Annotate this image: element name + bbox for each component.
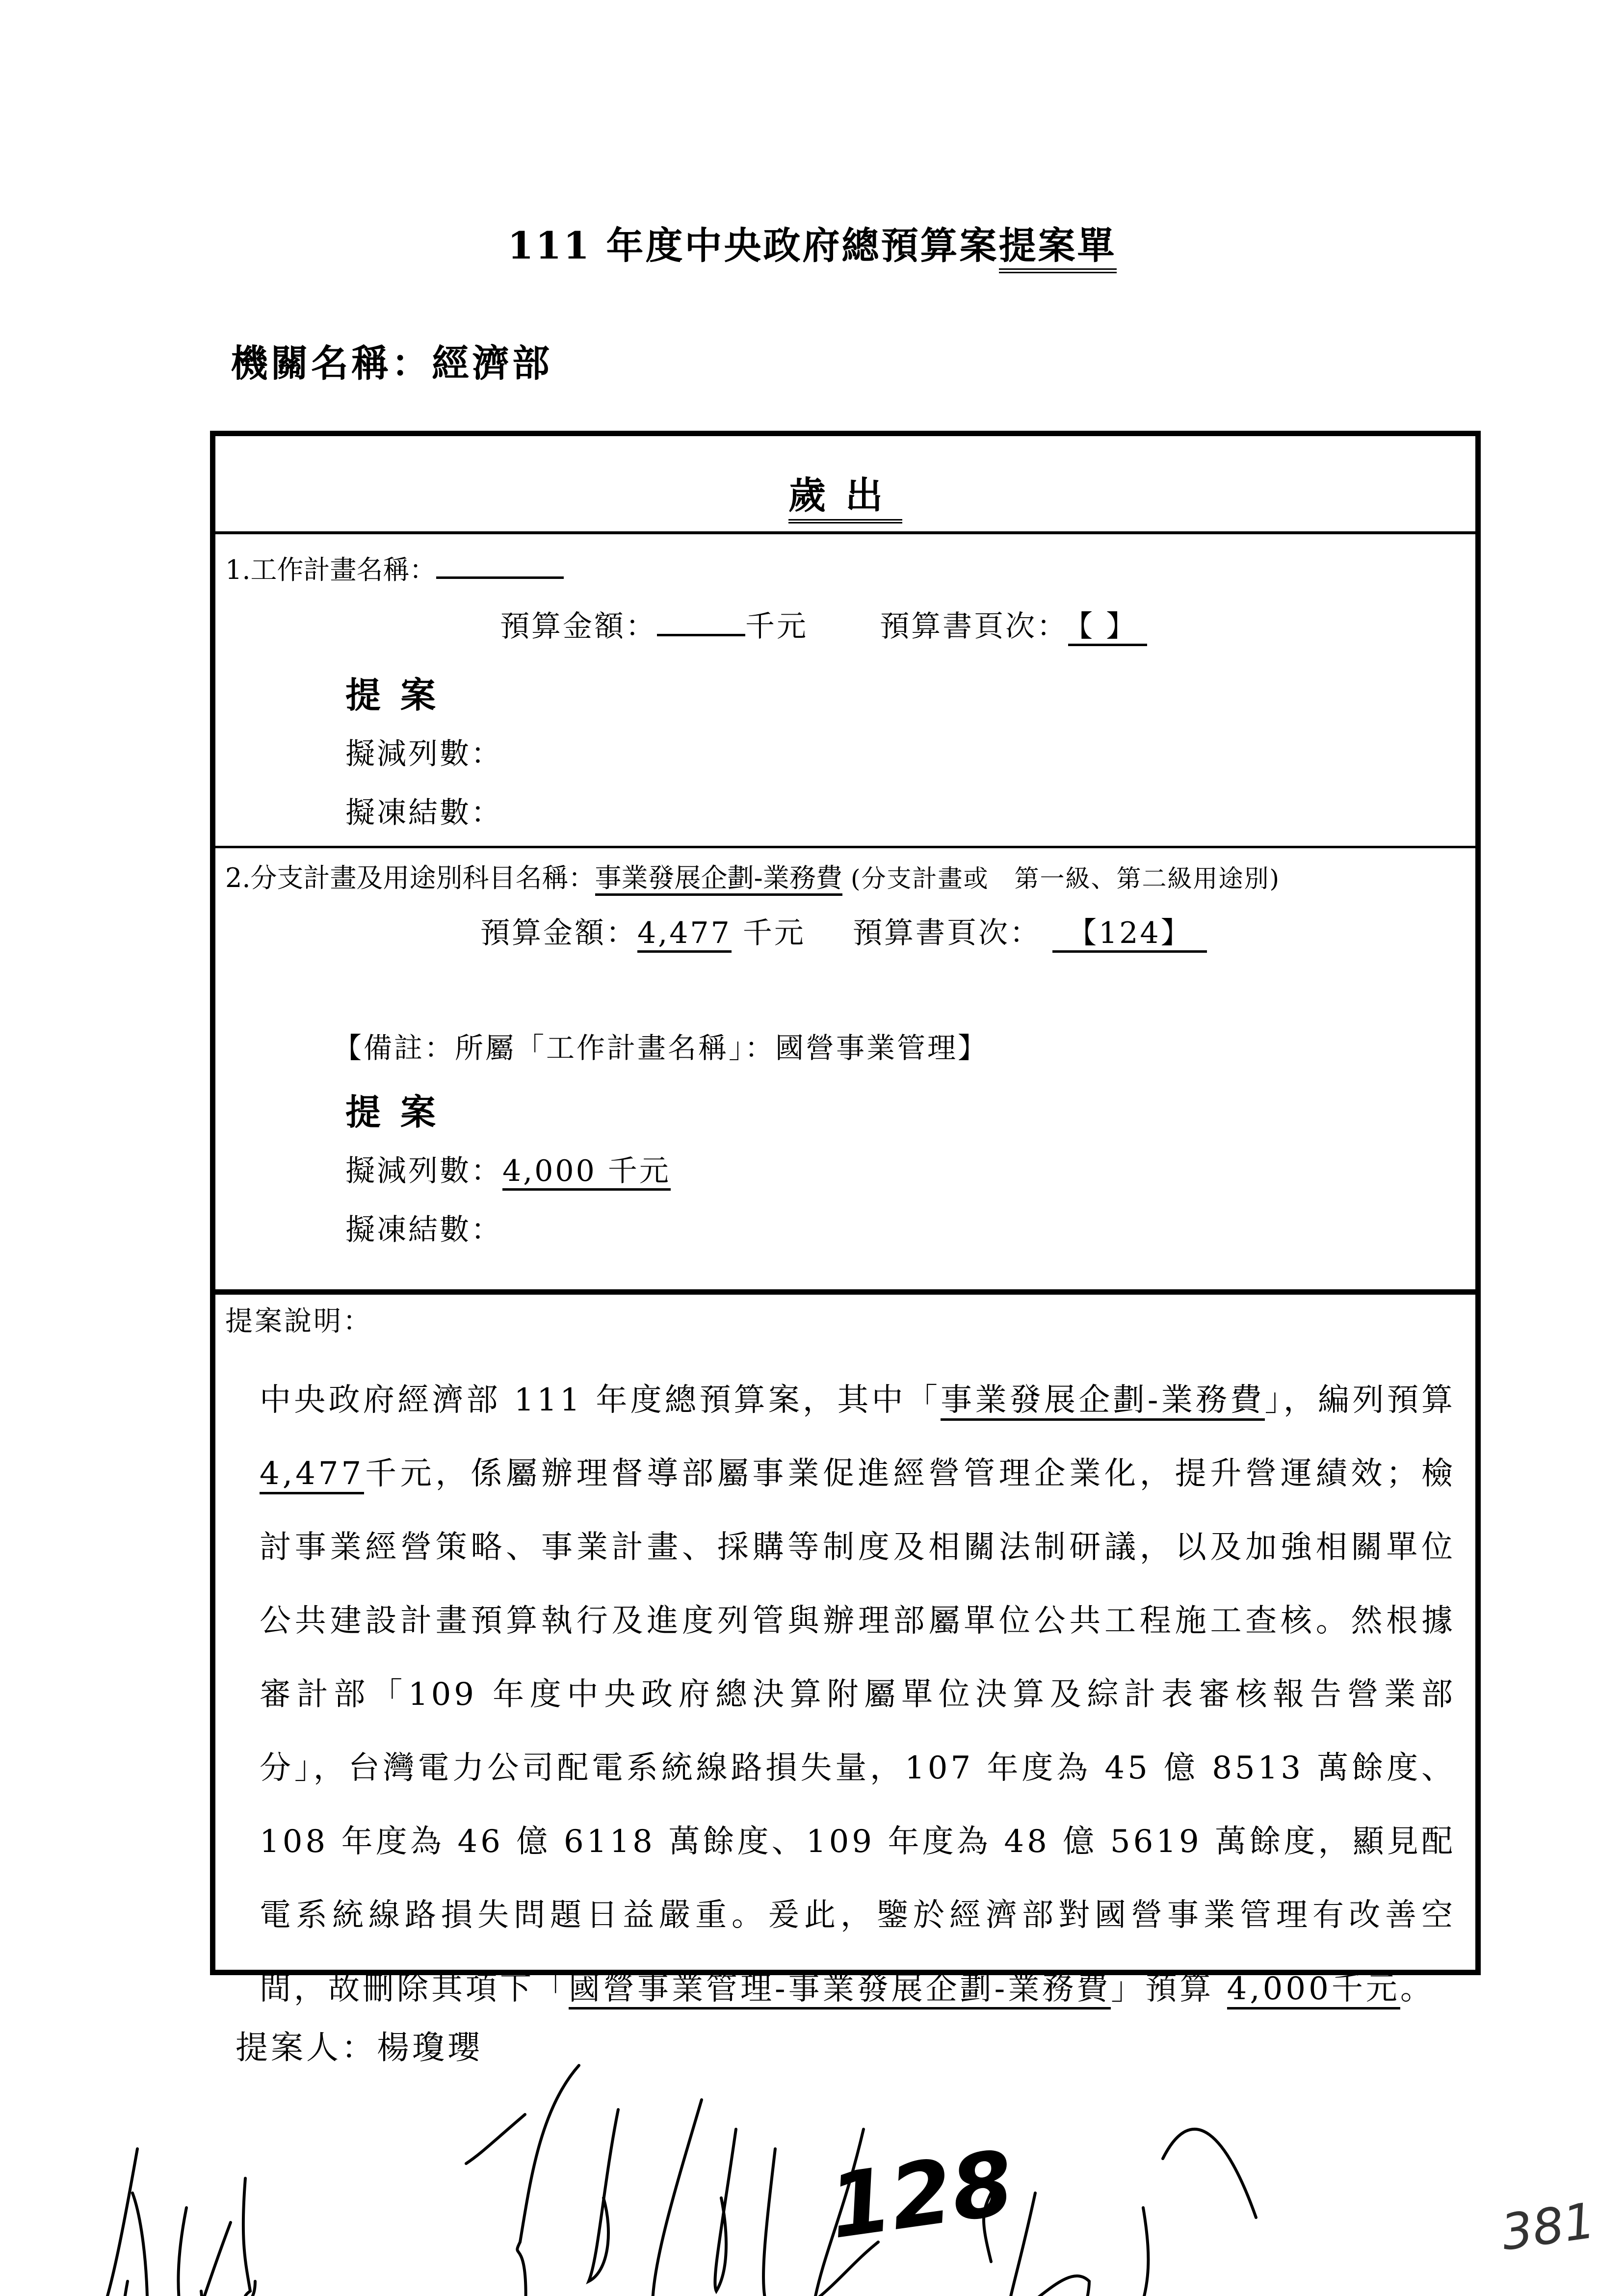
item2-remark: 【備註：所屬「工作計畫名稱」：國營事業管理】	[333, 1031, 989, 1065]
item2-reduce-value: 4,000 千元	[502, 1154, 671, 1191]
item1-budget-unit: 千元	[745, 609, 808, 644]
handwritten-signatures	[0, 1987, 1624, 2296]
item2-name-note: (分支計畫或 第一級、第二級用途別)	[850, 864, 1280, 893]
handwritten-count: 128	[823, 2131, 1020, 2259]
item1-reduce-label: 擬減列數：	[345, 737, 502, 771]
item2-page-label: 預算書頁次：	[853, 916, 1042, 950]
item1-name-label: 1.工作計畫名稱：	[225, 554, 436, 585]
item1-budget-row	[500, 603, 1147, 645]
explanation-text	[260, 1363, 1456, 2026]
item2-name-label: 2.分支計畫及用途別科目名稱：	[225, 862, 595, 893]
signature-3	[984, 2129, 1256, 2296]
item1-section	[215, 534, 1475, 848]
handwritten-page-number: 381	[1497, 2192, 1599, 2262]
agency-name: 機關名稱：經濟部	[231, 341, 552, 385]
explanation-section	[215, 1295, 1475, 2007]
title-underlined: 提案單	[999, 224, 1117, 273]
item2-reduce-label: 擬減列數：	[345, 1154, 502, 1188]
explanation-cut-amount: 4,000	[1227, 1971, 1332, 2009]
item2-budget-unit: 千元	[742, 916, 806, 950]
explanation-label: 提案說明：	[225, 1305, 372, 1337]
item2-name-row	[225, 857, 1280, 895]
title-prefix: 111 年度中央政府總預算案	[507, 224, 999, 267]
explanation-part: 。	[1400, 1971, 1435, 2007]
signature-1	[103, 2149, 255, 2296]
item1-proposal-heading: 提案	[345, 674, 456, 716]
item2-freeze-label: 擬凍結數：	[345, 1213, 502, 1247]
item2-name-value: 事業發展企劃-業務費	[595, 862, 842, 896]
section-header	[215, 436, 1475, 534]
item2-proposal-heading: 提案	[345, 1091, 456, 1133]
item1-page-label: 預算書頁次：	[880, 609, 1069, 644]
item2-budget-label: 預算金額：	[480, 916, 637, 950]
explanation-part: 」預算	[1111, 1971, 1227, 2007]
item2-budget-value: 4,477	[637, 916, 732, 953]
explanation-part: 」，編列預算	[1264, 1382, 1456, 1418]
item2-budget-row	[480, 910, 1207, 952]
explanation-budget: 4,477	[260, 1456, 364, 1494]
document-title	[0, 216, 1624, 269]
explanation-cut-unit: 千元	[1332, 1971, 1400, 2009]
proposal-form	[210, 431, 1481, 2007]
item1-budget-field	[657, 609, 745, 636]
item1-budget-label: 預算金額：	[500, 609, 657, 644]
item1-page-value: 【 】	[1068, 609, 1147, 646]
explanation-cut-item: 國營事業管理-事業發展企劃-業務費	[569, 1971, 1111, 2009]
item1-name-field	[436, 552, 564, 579]
item2-page-value: 【124】	[1052, 916, 1207, 953]
item2-reduce-row	[345, 1148, 671, 1190]
signature-2	[466, 2065, 878, 2296]
explanation-item-name: 事業發展企劃-業務費	[941, 1382, 1264, 1421]
explanation-part: 千元，係屬辦理督導部屬事業促進經營管理企業化，提升營運績效；檢討事業經營策略、事業計畫、採購等制度及相關法制研議，以及加強相關單位公共建設計畫預算執行及進度列管與辦理部屬單位公共工程施工查核。然根據審計部「109 年度中央政府總決算附屬單位決算及綜計表審核報告營業部分」，台灣電力公司配電系統線路損失量，107 年度為 45 億 8513 萬餘度、108 年度為 46 億 6118 萬餘度、109 年度為 48 億 5619 萬餘度，顯見配電系統線路損失問題日益嚴重。爰此，鑒於經濟部對國營事業管理有改善空間，故刪除其項下「	[260, 1456, 1456, 2007]
proposer: 提案人：楊瓊瓔	[236, 2029, 483, 2066]
item1-name-row	[225, 549, 564, 587]
explanation-part: 中央政府經濟部 111 年度總預算案，其中「	[260, 1382, 941, 1418]
section-header-label: 歲出	[788, 473, 902, 523]
item2-section	[215, 848, 1475, 1295]
item1-freeze-label: 擬凍結數：	[345, 796, 502, 830]
